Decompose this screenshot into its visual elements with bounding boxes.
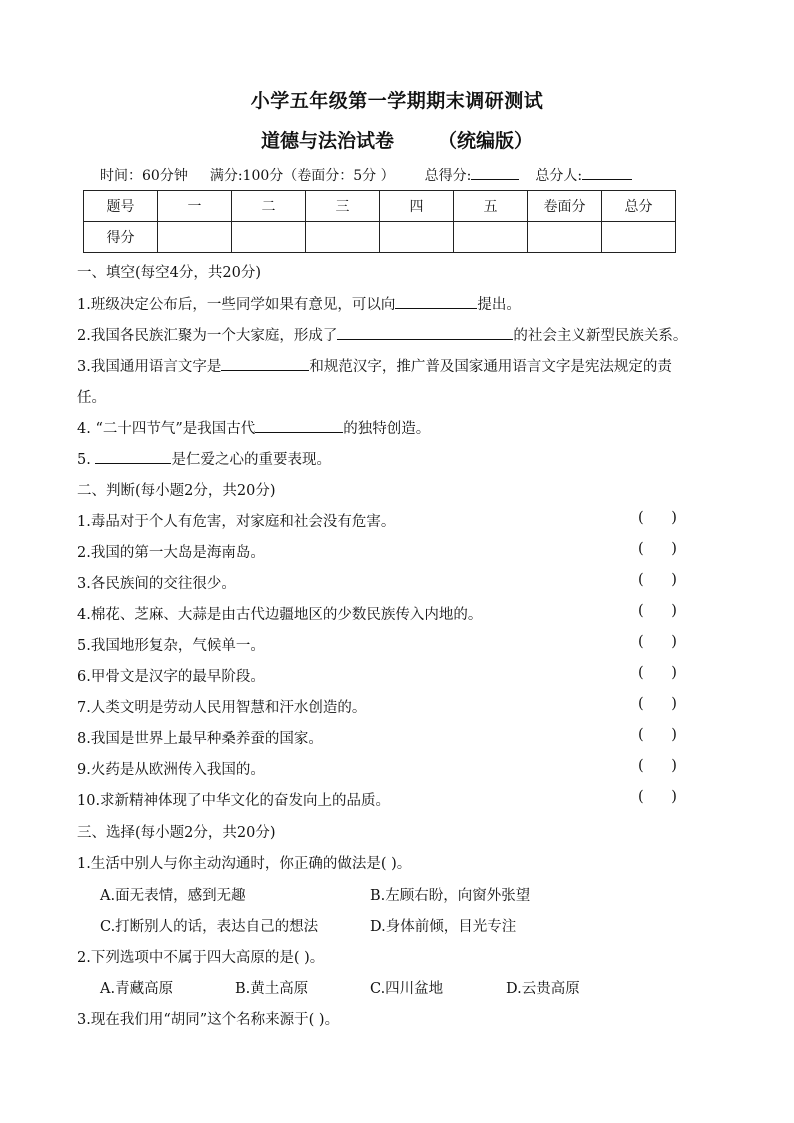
score-header-cell: 二: [232, 191, 306, 222]
section3-heading: 三、选择(每小题2分，共20分): [77, 825, 276, 841]
score-cell[interactable]: [380, 222, 454, 253]
choice-option-c[interactable]: C.打断别人的话，表达自己的想法: [100, 919, 319, 935]
score-cell[interactable]: [306, 222, 380, 253]
judge-answer-paren[interactable]: ( ): [638, 634, 677, 650]
exam-title: 小学五年级第一学期期末调研测试: [250, 90, 544, 112]
choice-option-d[interactable]: D.身体前倾，目光专注: [370, 919, 517, 935]
q4-text: 4. “二十四节气”是我国古代: [77, 421, 256, 437]
q1-text-end: 提出。: [477, 297, 521, 313]
score-row-label: 得分: [84, 222, 158, 253]
q1-blank[interactable]: [395, 294, 477, 309]
score-header-cell: 题号: [84, 191, 158, 222]
judge-answer-paren[interactable]: ( ): [638, 789, 677, 805]
choice-option-b[interactable]: B.黄土高原: [235, 981, 309, 997]
judge-answer-paren[interactable]: ( ): [638, 696, 677, 712]
exam-time: 时间：60分钟: [100, 168, 188, 184]
q2-blank[interactable]: [337, 325, 513, 340]
judge-item: 7.人类文明是劳动人民用智慧和汗水创造的。: [77, 700, 367, 716]
q5-text: 5.: [77, 452, 96, 468]
choice-option-a[interactable]: A.青藏高原: [100, 981, 174, 997]
q4-text-end: 的独特创造。: [343, 421, 431, 437]
judge-item: 5.我国地形复杂，气候单一。: [77, 638, 265, 654]
scorer-label: 总分人:: [535, 168, 583, 184]
exam-meta: [100, 165, 632, 185]
judge-answer-paren[interactable]: ( ): [638, 572, 677, 588]
section1-heading: 一、填空(每空4分，共20分): [77, 265, 261, 281]
scorer-blank[interactable]: [582, 165, 632, 180]
subtitle-edition: （统编版）: [438, 130, 534, 152]
score-header-cell: 四: [380, 191, 454, 222]
exam-full-score: 满分:100分（卷面分：5分 ）: [209, 168, 395, 184]
q2-text-end: 的社会主义新型民族关系。: [513, 328, 688, 344]
q1-text: 1.班级决定公布后，一些同学如果有意见，可以向: [77, 297, 396, 313]
choice-option-b[interactable]: B.左顾右盼，向窗外张望: [370, 888, 531, 904]
choice-question-2: 2.下列选项中不属于四大高原的是( )。: [77, 950, 325, 966]
score-cell[interactable]: [454, 222, 528, 253]
q3-text-end: 和规范汉字，推广普及国家通用语言文字是宪法规定的责: [309, 359, 672, 375]
fill-question-2: [77, 324, 687, 345]
judge-answer-paren[interactable]: ( ): [638, 603, 677, 619]
total-score-blank[interactable]: [471, 165, 519, 180]
judge-item: 1.毒品对于个人有危害，对家庭和社会没有危害。: [77, 514, 396, 530]
judge-item: 8.我国是世界上最早种桑养蚕的国家。: [77, 731, 323, 747]
judge-answer-paren[interactable]: ( ): [638, 665, 677, 681]
judge-answer-paren[interactable]: ( ): [638, 758, 677, 774]
score-table-header-row: [84, 191, 676, 222]
q3-blank[interactable]: [221, 356, 309, 371]
choice-question-1: 1.生活中别人与你主动沟通时，你正确的做法是( )。: [77, 856, 412, 872]
judge-answer-paren[interactable]: ( ): [638, 541, 677, 557]
score-cell[interactable]: [602, 222, 676, 253]
subtitle-subject: 道德与法治试卷: [260, 130, 394, 152]
q4-blank[interactable]: [255, 418, 343, 433]
fill-question-3-cont: 任。: [77, 390, 106, 406]
judge-item: 2.我国的第一大岛是海南岛。: [77, 545, 265, 561]
judge-item: 9.火药是从欧洲传入我国的。: [77, 762, 265, 778]
judge-answer-paren[interactable]: ( ): [638, 727, 677, 743]
total-score-label: 总得分:: [424, 168, 472, 184]
score-cell[interactable]: [232, 222, 306, 253]
fill-question-1: [77, 293, 521, 314]
choice-option-a[interactable]: A.面无表情，感到无趣: [100, 888, 246, 904]
fill-question-5: [77, 448, 331, 469]
exam-subtitle: [0, 126, 794, 153]
score-table: [83, 190, 676, 253]
q5-text-end: 是仁爱之心的重要表现。: [171, 452, 331, 468]
choice-option-d[interactable]: D.云贵高原: [506, 981, 580, 997]
score-header-cell: 五: [454, 191, 528, 222]
choice-option-c[interactable]: C.四川盆地: [370, 981, 444, 997]
score-header-cell: 一: [158, 191, 232, 222]
score-header-cell: 总分: [602, 191, 676, 222]
score-cell[interactable]: [528, 222, 602, 253]
q5-blank[interactable]: [95, 449, 171, 464]
judge-item: 6.甲骨文是汉字的最早阶段。: [77, 669, 265, 685]
fill-question-3: [77, 355, 672, 376]
score-cell[interactable]: [158, 222, 232, 253]
fill-question-4: [77, 417, 430, 438]
section2-heading: 二、判断(每小题2分，共20分): [77, 483, 276, 499]
judge-answer-paren[interactable]: ( ): [638, 510, 677, 526]
score-table-score-row: [84, 222, 676, 253]
score-header-cell: 三: [306, 191, 380, 222]
score-header-cell: 卷面分: [528, 191, 602, 222]
q3-text: 3.我国通用语言文字是: [77, 359, 222, 375]
judge-item: 3.各民族间的交往很少。: [77, 576, 236, 592]
judge-item: 10.求新精神体现了中华文化的奋发向上的品质。: [77, 793, 391, 809]
choice-question-3: 3.现在我们用“胡同”这个名称来源于( )。: [77, 1012, 340, 1028]
judge-item: 4.棉花、芝麻、大蒜是由古代边疆地区的少数民族传入内地的。: [77, 607, 483, 623]
q2-text: 2.我国各民族汇聚为一个大家庭，形成了: [77, 328, 338, 344]
